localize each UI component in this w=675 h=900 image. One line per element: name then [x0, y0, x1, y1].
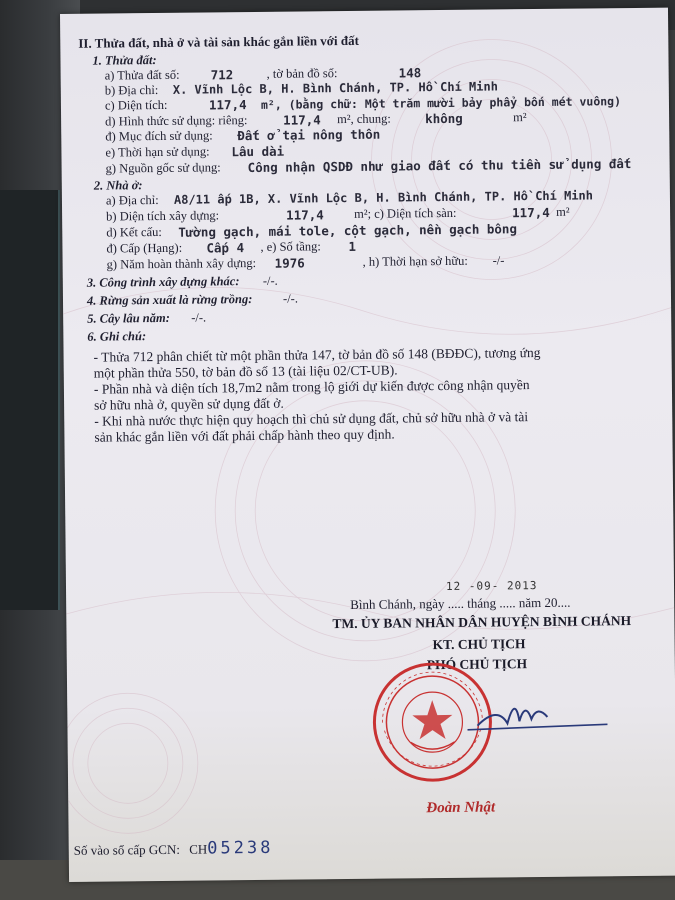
land-origin-value: Công nhận QSDĐ như giao đất có thu tiền sử dụng đất [247, 156, 632, 176]
house-grade-label: đ) Cấp (Hạng): [106, 240, 183, 256]
land-common-label: m², chung: [337, 111, 391, 127]
land-map-label: , tờ bản đồ số: [266, 66, 338, 81]
house-structure-value: Tường gạch, mái tole, cột gạch, nền gạch bông [178, 221, 518, 240]
stamp-date: 12 -09- 2013 [445, 579, 538, 593]
signatory-title-1: KT. CHỦ TỊCH [432, 636, 526, 653]
notes-block [94, 345, 545, 446]
house-ownership-term-label: , h) Thời hạn sở hữu: [362, 253, 468, 269]
land-parcel-value: 712 [210, 67, 234, 83]
gcn-number: 05238 [207, 837, 274, 859]
land-purpose-value: Đất ở tại nông thôn [237, 126, 381, 144]
land-address-value: X. Vĩnh Lộc B, H. Bình Chánh, TP. Hồ Chí Minh [172, 79, 498, 97]
house-heading: 2. Nhà ở: [93, 178, 143, 193]
land-term-value: Lâu dài [231, 143, 285, 160]
certificate-page [60, 8, 675, 882]
gcn-prefix: CH [189, 841, 208, 857]
land-purpose-label: đ) Mục đích sử dụng: [105, 128, 213, 144]
issuing-authority: TM. ỦY BAN NHÂN DÂN HUYỆN BÌNH CHÁNH [332, 613, 632, 632]
land-address-label: b) Địa chỉ: [104, 82, 159, 98]
other-works-value: -/-. [262, 273, 278, 288]
house-floor-area-label: m²; c) Diện tích sàn: [354, 205, 457, 221]
forest-value: -/-. [282, 291, 299, 306]
house-floors-label: , e) Số tầng: [260, 239, 321, 254]
house-grade-value: Cấp 4 [206, 240, 245, 256]
house-build-area-label: b) Diện tích xây dựng: [106, 208, 220, 224]
house-build-area-value: 117,4 [286, 207, 324, 223]
land-heading: 1. Thửa đất: [92, 52, 157, 68]
note-item: - Phần nhà và diện tích 18,7m2 nằm trong lộ giới dự kiến được công nhận quyền sở hữu nhà ở, quyền sử dụng đất ở. [93, 377, 530, 413]
land-origin-label: g) Nguồn gốc sử dụng: [105, 160, 221, 176]
perennial-value: -/-. [191, 310, 207, 325]
note-item: - Thửa 712 phân chiết từ một phần thửa 147, tờ bản đồ số 148 (BĐĐC), tương ứng một phần thửa 550, tờ bản đồ số 13 (tài liệu 02/CT-UB). [93, 344, 541, 381]
house-year-value: 1976 [274, 255, 305, 271]
signatory-title-2: PHÓ CHỦ TỊCH [426, 656, 528, 673]
land-common-value: không [425, 110, 463, 127]
gcn-register [74, 838, 274, 860]
land-usage-form-label: d) Hình thức sử dụng: riêng: [105, 113, 248, 129]
signatory-name: Đoàn Nhật [426, 799, 496, 817]
land-parcel-label: a) Thửa đất số: [104, 67, 180, 83]
land-area-label: c) Diện tích: [104, 97, 168, 113]
other-works-heading: 3. Công trình xây dựng khác: [86, 274, 240, 290]
house-floor-area-unit: m² [556, 204, 570, 219]
land-area-words: m², (bằng chữ: Một trăm mười bảy phẩy bốn mét vuông) [260, 94, 622, 112]
date-line: Bình Chánh, ngày ..... tháng ..... năm 20.... [350, 594, 571, 612]
background-slot [0, 190, 60, 610]
house-ownership-term-value: -/- [492, 253, 505, 268]
house-year-label: g) Năm hoàn thành xây dựng: [106, 255, 257, 272]
house-address-value: A8/11 ấp 1B, X. Vĩnh Lộc B, H. Bình Chánh, TP. Hồ Chí Minh [173, 188, 594, 207]
notes-heading: 6. Ghi chú: [87, 329, 147, 344]
house-floors-value: 1 [348, 238, 357, 254]
land-term-label: e) Thời hạn sử dụng: [105, 144, 210, 160]
handwritten-signature-icon [407, 684, 618, 746]
land-private-value: 117,4 [283, 112, 321, 128]
perennial-heading: 5. Cây lâu năm: [87, 310, 170, 326]
land-map-value: 148 [398, 65, 422, 81]
gcn-label: Số vào sổ cấp GCN: [73, 841, 181, 858]
land-area-value: 117,4 [208, 97, 247, 113]
house-floor-area-value: 117,4 [512, 204, 550, 221]
note-item: - Khi nhà nước thực hiện quy hoạch thì chủ sử dụng đất, chủ sở hữu nhà ở và tài sản khác gắn liền với đất phải chấp hành theo quy định. [94, 409, 529, 445]
house-structure-label: d) Kết cấu: [106, 224, 162, 240]
section-title: II. Thửa đất, nhà ở và tài sản khác gắn liền với đất [78, 32, 359, 51]
land-common-unit: m² [513, 110, 527, 125]
forest-heading: 4. Rừng sản xuất là rừng trồng: [86, 292, 253, 308]
house-address-label: a) Địa chỉ: [105, 192, 159, 208]
